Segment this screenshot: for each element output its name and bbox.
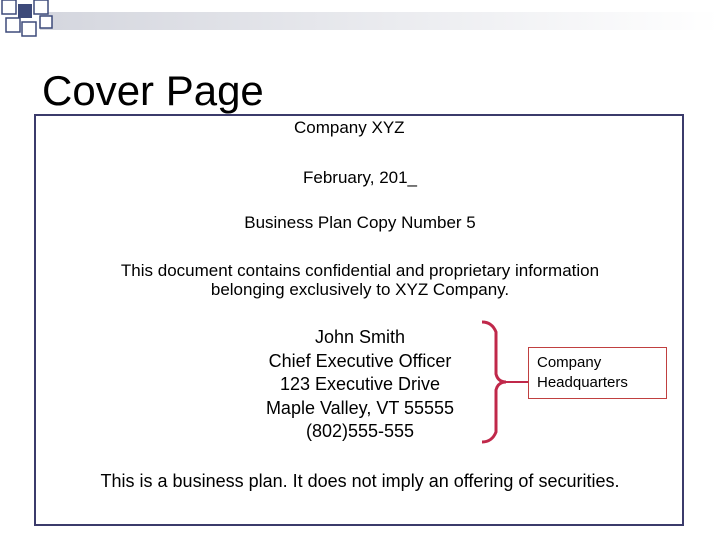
confidentiality-line-1: This document contains confidential and proprietary information: [120, 261, 600, 280]
contact-title: Chief Executive Officer: [268, 350, 452, 371]
callout-line-2: Headquarters: [537, 374, 628, 391]
contact-block: [240, 326, 480, 444]
callout-line-1: Company: [537, 354, 602, 371]
contact-city: Maple Valley, VT 55555: [265, 397, 455, 418]
securities-disclaimer: This is a business plan. It does not imply an offering of securities.: [100, 471, 620, 491]
callout-bracket: [478, 318, 530, 446]
company-name: Company XYZ: [294, 118, 405, 137]
contact-phone: (802)555-555: [305, 421, 415, 441]
contact-name: John Smith: [314, 327, 406, 347]
confidentiality-line-2: belonging exclusively to XYZ Company.: [210, 280, 510, 299]
plan-date: February, 201_: [302, 168, 418, 187]
copy-number: Business Plan Copy Number 5: [244, 213, 476, 232]
confidentiality-notice: [70, 261, 650, 299]
contact-street: 123 Executive Drive: [279, 374, 441, 394]
headquarters-callout: [528, 347, 667, 399]
header-decoration: [0, 0, 720, 50]
slide-title: Cover Page: [42, 67, 264, 114]
